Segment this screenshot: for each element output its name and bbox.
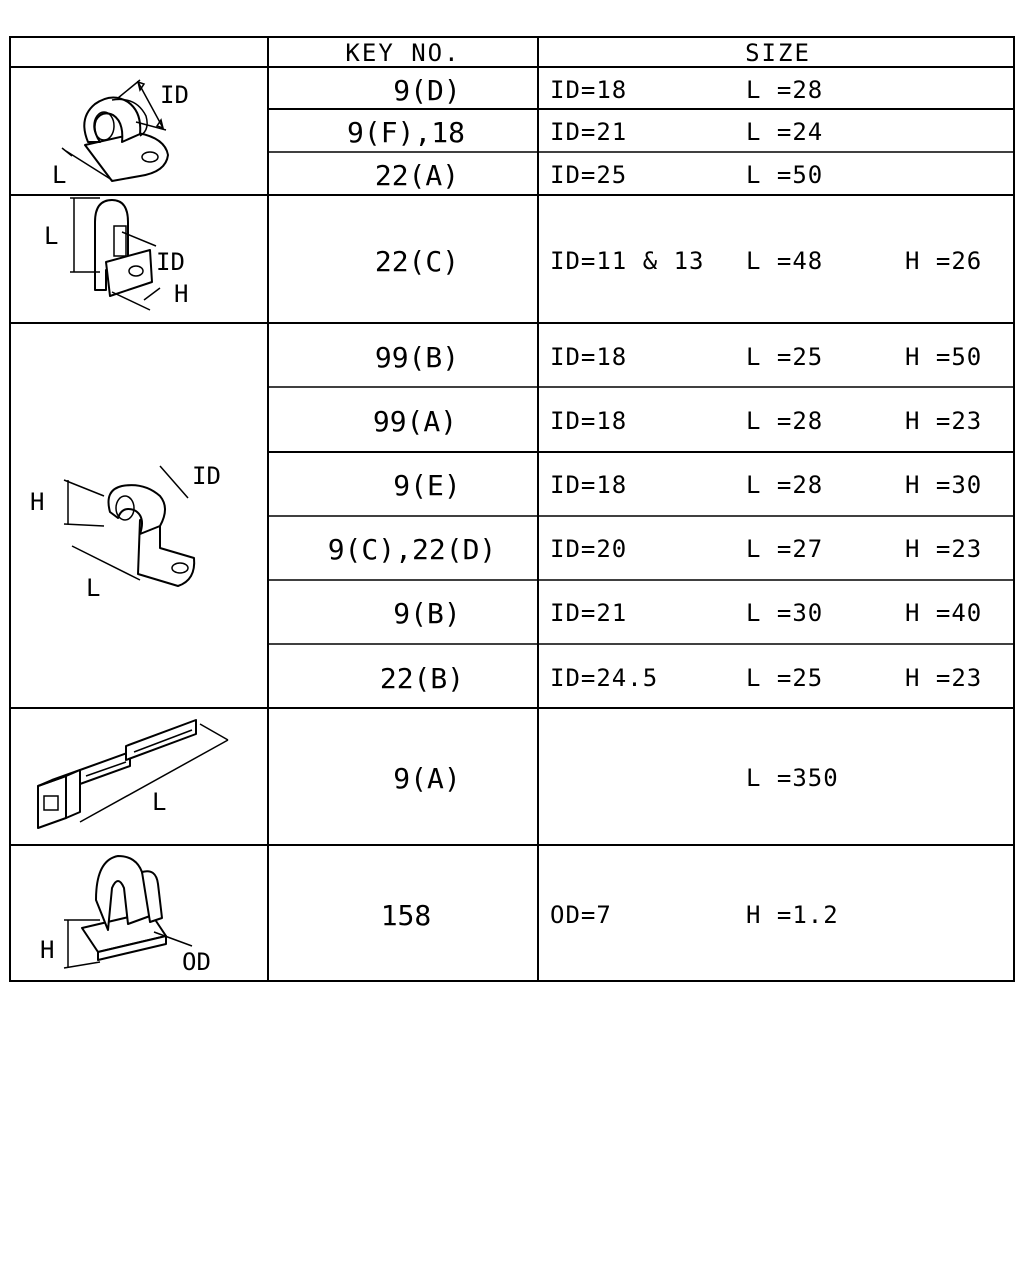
size-h: H =23 xyxy=(905,664,983,692)
size-id: ID=24.5 xyxy=(550,664,659,692)
size-l: L =24 xyxy=(746,118,824,146)
dim-label: L xyxy=(86,574,101,602)
size-h: H =50 xyxy=(905,343,983,371)
size-h: H =40 xyxy=(905,599,983,627)
header-size: SIZE xyxy=(745,39,811,67)
size-l: L =28 xyxy=(746,471,824,499)
size-l: L =50 xyxy=(746,161,824,189)
push-mount-clip-icon xyxy=(40,856,211,976)
size-h: H =30 xyxy=(905,471,983,499)
dim-label: ID xyxy=(156,248,185,276)
dim-label: L xyxy=(52,161,67,189)
size-id: ID=11 & 13 xyxy=(550,247,705,275)
size-h: H =1.2 xyxy=(746,901,839,929)
dim-label: L xyxy=(152,788,167,816)
key-number: 9(D) xyxy=(393,74,461,107)
cable-tie-icon xyxy=(38,720,228,828)
size-id: ID=18 xyxy=(550,343,628,371)
size-l: L =30 xyxy=(746,599,824,627)
size-od: OD=7 xyxy=(550,901,612,929)
size-id: ID=21 xyxy=(550,118,628,146)
size-l: L =28 xyxy=(746,407,824,435)
key-number: 22(C) xyxy=(374,245,460,278)
key-number: 9(F),18 xyxy=(346,116,466,149)
size-l: L =27 xyxy=(746,535,824,563)
size-id: ID=18 xyxy=(550,471,628,499)
header-key-no: KEY NO. xyxy=(345,39,461,67)
dim-label: H xyxy=(174,280,189,308)
size-l: L =25 xyxy=(746,343,824,371)
key-number: 99(B) xyxy=(374,341,460,374)
size-l: L =25 xyxy=(746,664,824,692)
size-id: ID=25 xyxy=(550,161,628,189)
key-number: 22(A) xyxy=(374,159,460,192)
size-h: H =23 xyxy=(905,407,983,435)
size-h: H =26 xyxy=(905,247,983,275)
dim-label: H xyxy=(30,488,45,516)
key-number: 158 xyxy=(380,899,432,932)
size-l: L =350 xyxy=(746,764,839,792)
key-number: 22(B) xyxy=(379,662,465,695)
size-h: H =23 xyxy=(905,535,983,563)
p-clamp-icon xyxy=(52,80,189,189)
size-id: ID=18 xyxy=(550,407,628,435)
dim-label: H xyxy=(40,936,55,964)
j-clip-icon xyxy=(44,198,188,310)
dim-label: ID xyxy=(160,81,189,109)
dim-label: ID xyxy=(192,462,221,490)
standoff-clamp-icon xyxy=(30,462,221,602)
size-l: L =28 xyxy=(746,76,824,104)
key-number: 9(C),22(D) xyxy=(327,533,497,566)
size-id: ID=20 xyxy=(550,535,628,563)
key-number: 9(E) xyxy=(393,469,461,502)
size-l: L =48 xyxy=(746,247,824,275)
size-id: ID=21 xyxy=(550,599,628,627)
size-id: ID=18 xyxy=(550,76,628,104)
dim-label: L xyxy=(44,222,59,250)
key-number: 9(A) xyxy=(393,762,461,795)
dim-label: OD xyxy=(182,948,211,976)
key-number: 9(B) xyxy=(393,597,461,630)
key-number: 99(A) xyxy=(372,405,458,438)
